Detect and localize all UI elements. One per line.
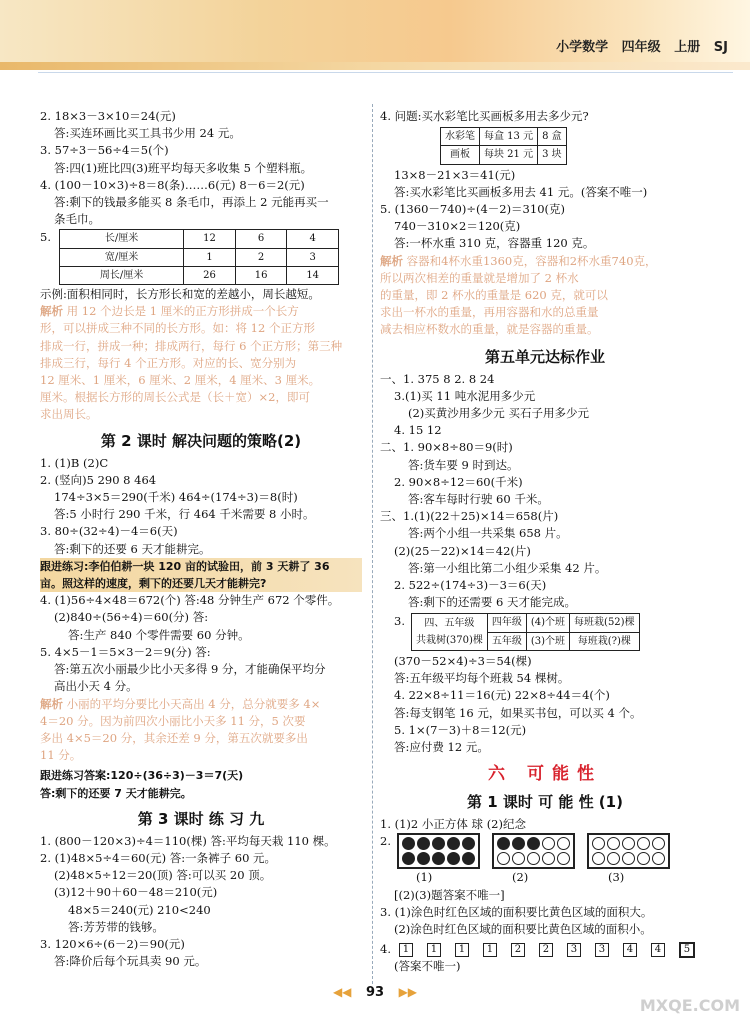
table-cell: 四年级 xyxy=(487,614,526,632)
white-ball xyxy=(497,852,510,865)
black-ball xyxy=(417,852,430,865)
answer-line: (2)涂色时红色区域的面积要比黄色区域的面积小。 xyxy=(394,921,652,936)
prev-arrows-icon: ◀◀ xyxy=(332,985,352,999)
box-label: (2) xyxy=(512,870,529,885)
number-squares xyxy=(399,940,709,958)
answer-line: 答:剩下的还需要 6 天才能完成。 xyxy=(408,595,577,610)
black-ball xyxy=(447,837,460,850)
next-arrows-icon: ▶▶ xyxy=(398,985,418,999)
table-cell: 画板 xyxy=(441,146,480,164)
table-cell: 每盒 13 元 xyxy=(480,128,538,146)
watermark: MXQE.COM xyxy=(639,996,740,1015)
page-header-band xyxy=(0,0,750,70)
table-cell: 2 xyxy=(235,248,287,266)
table-cell: 26 xyxy=(184,266,236,284)
note-line: 求出一杯水的重量，再用容器和水的总重量 xyxy=(380,305,599,320)
box-label: (3) xyxy=(608,870,625,885)
table-cell: 每班栽(?)棵 xyxy=(570,632,640,650)
answer-line: (答案不唯一) xyxy=(394,959,461,974)
table-cell-text: 四、五年级 xyxy=(424,617,475,629)
analysis-note xyxy=(380,253,710,339)
table-row xyxy=(59,230,338,248)
note-line: 所以两次相差的重量就是增加了 2 杯水 xyxy=(380,270,579,285)
note-line: 4＝20 分。因为前四次小丽比小天多 11 分，5 次要 xyxy=(40,713,306,728)
answer-line: (2)买黄沙用多少元 买石子用多少元 xyxy=(408,406,589,421)
number-square: 2 xyxy=(539,943,553,957)
unit-title: 六 可能性 xyxy=(488,764,602,785)
white-ball xyxy=(592,852,605,865)
answer-line: 答:剩下的钱最多能买 8 条毛巾，再添上 2 元能再买一 xyxy=(54,195,329,210)
follow-up-answer: 跟进练习答案:120÷(36÷3)－3＝7(天) xyxy=(40,769,244,783)
number-square: 2 xyxy=(511,943,525,957)
white-ball xyxy=(542,852,555,865)
table-cell: (3)个班 xyxy=(526,632,569,650)
answer-line: 740－310×2＝120(克) xyxy=(394,219,521,234)
answer-line: 答:应付费 12 元。 xyxy=(394,739,489,754)
page-footer xyxy=(0,985,750,1000)
answer-line: 48×5＝240(元) 210<240 xyxy=(68,902,211,917)
answer-line: 高出小天 4 分。 xyxy=(54,679,138,694)
header-title: 小学数学 四年级 上册 SJ xyxy=(556,40,728,55)
note-line: 排成三行，每行 4 个正方形。对应的长、宽分别为 xyxy=(40,355,297,370)
white-ball xyxy=(622,852,635,865)
black-ball xyxy=(432,837,445,850)
note-line: 11 分。 xyxy=(40,748,82,763)
analysis-tag: 解析 xyxy=(380,253,403,268)
section-title: 第 3 课时 练 习 九 xyxy=(137,809,265,828)
tree-planting-table xyxy=(411,613,640,650)
answer-line: 5. 1×(7－3)＋8＝12(元) xyxy=(394,722,527,737)
box-label: (1) xyxy=(416,870,433,885)
answer-line: 答:买水彩笔比买画板多用去 41 元。(答案不唯一) xyxy=(394,184,648,199)
answer-line: 3. 120×6÷(6－2)＝90(元) xyxy=(40,936,185,951)
header-stripe xyxy=(0,62,750,70)
ball-box-1 xyxy=(397,833,480,869)
table-cell: 每班栽(52)棵 xyxy=(570,614,640,632)
answer-line: 1. (1)B (2)C xyxy=(40,455,109,470)
answer-line: 1. (1)2 小正方体 球 (2)纪念 xyxy=(380,817,526,832)
answer-line: 答:芳芳带的钱够。 xyxy=(68,919,164,934)
number-square: 1 xyxy=(399,943,413,957)
table-cell: (4)个班 xyxy=(526,614,569,632)
table-cell: 五年级 xyxy=(487,632,526,650)
answer-line: 3. 80÷(32÷4)－4＝6(天) xyxy=(40,524,178,539)
note-line: 多出 4×5＝20 分，其余还差 9 分，第五次就要多出 xyxy=(40,730,308,745)
answer-line: 答:第一小组比第二小组少采集 42 片。 xyxy=(408,560,607,575)
table-row xyxy=(441,128,567,146)
table-cell: 长/厘米 xyxy=(59,230,183,248)
answer-line: 2. 522÷(174÷3)－3＝6(天) xyxy=(394,578,547,593)
answer-line: 答:5 小时行 290 千米，行 464 千米需要 8 小时。 xyxy=(54,507,315,522)
white-ball xyxy=(557,837,570,850)
white-ball xyxy=(592,837,605,850)
note-line: 形，可以拼成三种不同的长方形。如：将 12 个正方形 xyxy=(40,321,315,336)
right-column xyxy=(380,108,710,975)
table-cell: 周长/厘米 xyxy=(59,266,183,284)
table-cell: 14 xyxy=(287,266,339,284)
ball-boxes xyxy=(397,833,670,869)
analysis-note xyxy=(40,303,362,423)
black-ball xyxy=(432,852,445,865)
answer-line: 答:降价后每个玩具卖 90 元。 xyxy=(54,954,207,969)
table-cell: 1 xyxy=(184,248,236,266)
black-ball xyxy=(527,837,540,850)
answer-line: 3. 57÷3－56÷4＝5(个) xyxy=(40,143,169,158)
note-line: 排成一行，拼成一种；排成两行，每行 6 个正方形；第三种 xyxy=(40,338,343,353)
answer-number: 5. xyxy=(40,230,51,245)
answer-line: 答:第五次小丽最少比小天多得 9 分，才能确保平均分 xyxy=(54,662,326,677)
table-cell: 16 xyxy=(235,266,287,284)
table-cell: 12 xyxy=(184,230,236,248)
white-ball xyxy=(637,852,650,865)
note-line: 容器和4杯水重1360克，容器和2杯水重740克， xyxy=(406,253,657,268)
answer-line: 一、1. 375 8 2. 8 24 xyxy=(380,371,495,386)
follow-up-answer: 答:剩下的还要 7 天才能耕完。 xyxy=(40,786,192,800)
column-divider xyxy=(372,104,373,984)
answer-line: [(2)(3)题答案不唯一] xyxy=(394,887,505,902)
number-square: 1 xyxy=(455,943,469,957)
answer-line: 答:五年级平均每个班栽 54 棵树。 xyxy=(394,671,570,686)
answer-line: 1. (800－120×3)÷4＝110(棵) 答:平均每天栽 110 棵。 xyxy=(40,833,336,848)
white-ball xyxy=(557,852,570,865)
note-line: 12 厘米、1 厘米，6 厘米、2 厘米，4 厘米、3 厘米。 xyxy=(40,373,321,388)
answer-line: 3. (1)涂色时红色区域的面积要比黄色区域的面积大。 xyxy=(380,904,653,919)
ball-box-3 xyxy=(587,833,670,869)
answer-line: 答:一杯水重 310 克，容器重 120 克。 xyxy=(394,236,595,251)
table-cell: 宽/厘米 xyxy=(59,248,183,266)
table-row xyxy=(411,614,639,632)
left-column xyxy=(40,108,362,970)
answer-line: 2. 18×3－3×10＝24(元) xyxy=(40,109,176,123)
black-ball xyxy=(447,852,460,865)
answer-line: 2. (1)48×5÷4＝60(元) 答:一条裤子 60 元。 xyxy=(40,850,277,865)
note-line: 求出周长。 xyxy=(40,407,98,422)
answer-line: 4. (1)56÷4×48＝672(个) 答:48 分钟生产 672 个零件。 xyxy=(40,593,340,608)
answer-line: 4. (100－10×3)÷8＝8(条)……6(元) 8－6＝2(元) xyxy=(40,177,305,192)
answer-line: 2. (竖向)5 290 8 464 xyxy=(40,472,157,487)
note-line: 小丽的平均分要比小天高出 4 分，总分就要多 4× xyxy=(66,696,321,711)
answer-line: 174÷3×5＝290(千米) 464÷(174÷3)＝8(时) xyxy=(54,490,298,505)
table-row xyxy=(59,266,338,284)
analysis-note xyxy=(40,696,362,765)
black-ball xyxy=(462,837,475,850)
table-cell: 每块 21 元 xyxy=(480,146,538,164)
answer-line: 答:客车每时行驶 60 千米。 xyxy=(408,492,549,507)
answer-number: 2. xyxy=(380,834,391,849)
table-cell: 水彩笔 xyxy=(441,128,480,146)
number-square: 1 xyxy=(427,943,441,957)
white-ball xyxy=(607,837,620,850)
section-title: 第 1 课时 可 能 性 (1) xyxy=(467,793,623,812)
number-square: 5 xyxy=(679,942,695,958)
number-square: 4 xyxy=(623,943,637,957)
answer-line: 示例:面积相同时，长方形长和宽的差越小，周长越短。 xyxy=(40,287,320,302)
answer-line: 条毛巾。 xyxy=(54,212,100,227)
answer-line: (2)48×5÷12＝20(顶) 答:可以买 20 顶。 xyxy=(54,868,272,883)
answer-line: 4. 问题:买水彩笔比买画板多用去多少元? xyxy=(380,109,589,123)
table-cell: 3 xyxy=(287,248,339,266)
table-cell: 6 xyxy=(235,230,287,248)
answer-number: 4. xyxy=(380,941,391,956)
black-ball xyxy=(497,837,510,850)
table-row xyxy=(441,146,567,164)
table-cell-text: 共栽树(370)棵 xyxy=(415,635,483,647)
black-ball xyxy=(417,837,430,850)
note-line: 减去相应杯数水的重量，就是容器的重量。 xyxy=(380,322,599,337)
number-square: 1 xyxy=(483,943,497,957)
table-cell xyxy=(411,614,487,650)
answer-line: 答:两个小组一共采集 658 片。 xyxy=(408,526,568,541)
number-square: 4 xyxy=(651,943,665,957)
follow-up-exercise: 跟进练习:李伯伯耕一块 120 亩的试验田，前 3 天耕了 36 xyxy=(40,558,362,575)
follow-up-exercise: 亩。照这样的速度，剩下的还要几天才能耕完? xyxy=(40,575,362,592)
answer-line: 答:买连环画比买工具书少用 24 元。 xyxy=(54,126,241,141)
answer-line: 答:四(1)班比四(3)班平均每天多收集 5 个塑料瓶。 xyxy=(54,160,313,175)
answer-line: 答:货车要 9 时到达。 xyxy=(408,457,519,472)
section-title: 第 2 课时 解决问题的策略(2) xyxy=(100,431,302,450)
rectangle-table xyxy=(59,229,339,285)
white-ball xyxy=(607,852,620,865)
answer-line: (2)840÷(56÷4)＝60(分) 答: xyxy=(54,610,209,625)
number-square: 3 xyxy=(567,943,581,957)
table-cell: 4 xyxy=(287,230,339,248)
answer-line: 答:每支钢笔 16 元，如果买书包，可以买 4 个。 xyxy=(394,705,642,720)
white-ball xyxy=(652,852,665,865)
answer-line: 答:生产 840 个零件需要 60 分钟。 xyxy=(68,627,250,642)
black-ball xyxy=(512,837,525,850)
answer-line: (370－52×4)÷3＝54(棵) xyxy=(394,653,532,668)
answer-line: 5. (1360－740)÷(4－2)＝310(克) xyxy=(380,202,565,217)
note-line: 的重量，即 2 杯水的重量是 620 克，就可以 xyxy=(380,288,608,303)
note-line: 厘米。根据长方形的周长公式是（长＋宽）×2，即可 xyxy=(40,390,310,405)
ball-box-2 xyxy=(492,833,575,869)
answer-line: 三、1.(1)(22＋25)×14＝658(片) xyxy=(380,509,559,524)
table-cell: 3 块 xyxy=(538,146,567,164)
white-ball xyxy=(527,852,540,865)
note-line: 用 12 个边长是 1 厘米的正方形拼成一个长方 xyxy=(66,304,299,319)
number-square: 3 xyxy=(595,943,609,957)
page-number: 93 xyxy=(365,985,385,1000)
white-ball xyxy=(637,837,650,850)
answer-line: 5. 4×5－1＝5×3－2＝9(分) 答: xyxy=(40,644,211,659)
white-ball xyxy=(542,837,555,850)
answer-line: 3.(1)买 11 吨水泥用多少元 xyxy=(394,388,536,403)
table-row xyxy=(59,248,338,266)
answer-line: (2)(25－22)×14＝42(片) xyxy=(394,543,531,558)
answer-line: 答:剩下的还要 6 天才能耕完。 xyxy=(54,541,211,556)
answer-line: 2. 90×8÷12＝60(千米) xyxy=(394,474,523,489)
analysis-tag: 解析 xyxy=(40,696,63,711)
black-ball xyxy=(462,852,475,865)
white-ball xyxy=(512,852,525,865)
answer-line: (3)12＋90＋60－48＝210(元) xyxy=(54,885,218,900)
header-rule xyxy=(38,72,733,73)
answer-line: 4. 15 12 xyxy=(394,423,442,438)
answer-line: 二、1. 90×8÷80＝9(时) xyxy=(380,440,513,455)
pen-board-table xyxy=(440,127,567,164)
answer-line: 4. 22×8÷11＝16(元) 22×8÷44＝4(个) xyxy=(394,688,610,703)
black-ball xyxy=(402,852,415,865)
analysis-tag: 解析 xyxy=(40,304,63,319)
white-ball xyxy=(652,837,665,850)
answer-number: 3. xyxy=(394,614,405,629)
white-ball xyxy=(622,837,635,850)
answer-line: 13×8－21×3＝41(元) xyxy=(394,167,516,182)
table-cell: 8 盒 xyxy=(538,128,567,146)
section-title: 第五单元达标作业 xyxy=(484,347,605,366)
black-ball xyxy=(402,837,415,850)
